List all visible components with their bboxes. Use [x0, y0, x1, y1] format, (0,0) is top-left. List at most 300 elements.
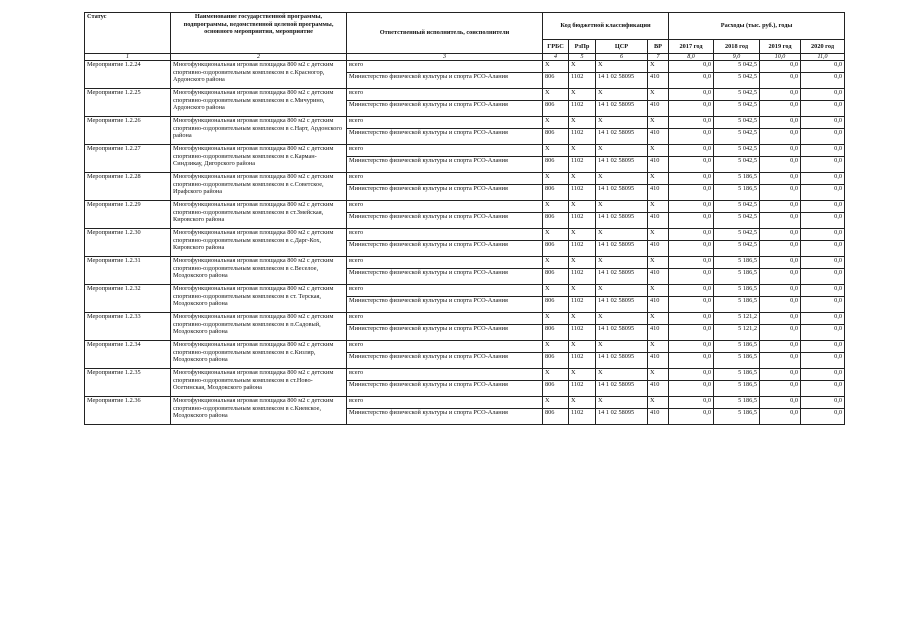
value-2020-cell: 0,0 — [801, 157, 845, 173]
value-2020-cell: 0,0 — [801, 117, 845, 129]
header-2017: 2017 год — [669, 40, 714, 54]
name-cell: Многофункциональная игровая площадка 800 м2 с детским спортивно-оздоровительным комплексом в ст. Терская, Моздокского района — [171, 285, 347, 313]
value-2019-cell: 0,0 — [760, 297, 801, 313]
value-2018-cell: 5 186,5 — [714, 297, 760, 313]
csr-cell: 14 1 02 58095 — [596, 353, 648, 369]
value-2017-cell: 0,0 — [669, 269, 714, 285]
table-row — [85, 285, 845, 297]
grbs-cell: 806 — [543, 73, 569, 89]
vr-cell: X — [648, 61, 669, 73]
rzpr-cell: X — [569, 369, 596, 381]
executor-cell: Министерство физической культуры и спорта РСО-Алания — [347, 157, 543, 173]
value-2020-cell: 0,0 — [801, 285, 845, 297]
executor-cell: Министерство физической культуры и спорта РСО-Алания — [347, 73, 543, 89]
vr-cell: 410 — [648, 297, 669, 313]
value-2018-cell: 5 042,5 — [714, 201, 760, 213]
value-2017-cell: 0,0 — [669, 353, 714, 369]
table-row — [85, 173, 845, 185]
value-2018-cell: 5 186,5 — [714, 341, 760, 353]
value-2020-cell: 0,0 — [801, 353, 845, 369]
executor-cell: Министерство физической культуры и спорта РСО-Алания — [347, 409, 543, 425]
grbs-cell: 806 — [543, 213, 569, 229]
csr-cell: 14 1 02 58095 — [596, 269, 648, 285]
value-2020-cell: 0,0 — [801, 229, 845, 241]
header-name: Наименование государственной программы, подпрограммы, ведомственной целевой программы, основного мероприятия, мероприятие — [171, 13, 347, 54]
value-2018-cell: 5 186,5 — [714, 269, 760, 285]
total-cell: всего — [347, 61, 543, 73]
grbs-cell: 806 — [543, 297, 569, 313]
name-cell: Многофункциональная игровая площадка 800 м2 с детским спортивно-оздоровительным комплексом в с.Кизляр, Моздокского района — [171, 341, 347, 369]
column-number: 11,0 — [801, 54, 845, 61]
rzpr-cell: 1102 — [569, 157, 596, 173]
rzpr-cell: X — [569, 173, 596, 185]
status-cell: Мероприятие 1.2.28 — [85, 173, 171, 201]
grbs-cell: X — [543, 229, 569, 241]
vr-cell: 410 — [648, 269, 669, 285]
total-cell: всего — [347, 257, 543, 269]
header-csr: ЦСР — [596, 40, 648, 54]
value-2017-cell: 0,0 — [669, 369, 714, 381]
value-2018-cell: 5 121,2 — [714, 313, 760, 325]
name-cell: Многофункциональная игровая площадка 800 м2 с детским спортивно-оздоровительным комплексом в с.Карман-Синдзикау, Дигорского района — [171, 145, 347, 173]
header-2020: 2020 год — [801, 40, 845, 54]
csr-cell: 14 1 02 58095 — [596, 73, 648, 89]
header-executor: Ответственный исполнитель, соисполнители — [347, 13, 543, 54]
value-2017-cell: 0,0 — [669, 397, 714, 409]
grbs-cell: X — [543, 257, 569, 269]
rzpr-cell: 1102 — [569, 73, 596, 89]
total-cell: всего — [347, 89, 543, 101]
header-2018: 2018 год — [714, 40, 760, 54]
executor-cell: Министерство физической культуры и спорта РСО-Алания — [347, 185, 543, 201]
table-row — [85, 117, 845, 129]
csr-cell: X — [596, 201, 648, 213]
rzpr-cell: 1102 — [569, 325, 596, 341]
rzpr-cell: X — [569, 61, 596, 73]
vr-cell: 410 — [648, 73, 669, 89]
grbs-cell: 806 — [543, 185, 569, 201]
value-2020-cell: 0,0 — [801, 213, 845, 229]
value-2019-cell: 0,0 — [760, 285, 801, 297]
grbs-cell: X — [543, 285, 569, 297]
value-2019-cell: 0,0 — [760, 381, 801, 397]
table-row — [85, 229, 845, 241]
value-2017-cell: 0,0 — [669, 101, 714, 117]
value-2019-cell: 0,0 — [760, 101, 801, 117]
value-2019-cell: 0,0 — [760, 117, 801, 129]
column-number: 8,0 — [669, 54, 714, 61]
vr-cell: X — [648, 369, 669, 381]
value-2017-cell: 0,0 — [669, 73, 714, 89]
value-2018-cell: 5 186,5 — [714, 409, 760, 425]
value-2020-cell: 0,0 — [801, 409, 845, 425]
name-cell: Многофункциональная игровая площадка 800 м2 с детским спортивно-оздоровительным комплексом в с.Красногор, Ардонского района — [171, 61, 347, 89]
vr-cell: 410 — [648, 129, 669, 145]
csr-cell: X — [596, 145, 648, 157]
total-cell: всего — [347, 173, 543, 185]
name-cell: Многофункциональная игровая площадка 800 м2 с детским спортивно-оздоровительным комплексом в с.Веселое, Моздокского района — [171, 257, 347, 285]
status-cell: Мероприятие 1.2.25 — [85, 89, 171, 117]
value-2018-cell: 5 186,5 — [714, 369, 760, 381]
csr-cell: 14 1 02 58095 — [596, 129, 648, 145]
rzpr-cell: X — [569, 117, 596, 129]
value-2017-cell: 0,0 — [669, 201, 714, 213]
value-2019-cell: 0,0 — [760, 61, 801, 73]
value-2018-cell: 5 042,5 — [714, 145, 760, 157]
column-numbers-row — [85, 54, 845, 61]
table-row — [85, 397, 845, 409]
value-2019-cell: 0,0 — [760, 213, 801, 229]
vr-cell: 410 — [648, 213, 669, 229]
status-cell: Мероприятие 1.2.26 — [85, 117, 171, 145]
header-status: Статус — [85, 13, 171, 54]
value-2020-cell: 0,0 — [801, 325, 845, 341]
status-cell: Мероприятие 1.2.33 — [85, 313, 171, 341]
rzpr-cell: X — [569, 257, 596, 269]
column-number: 3 — [347, 54, 543, 61]
csr-cell: X — [596, 257, 648, 269]
total-cell: всего — [347, 369, 543, 381]
value-2020-cell: 0,0 — [801, 369, 845, 381]
value-2018-cell: 5 042,5 — [714, 61, 760, 73]
value-2018-cell: 5 186,5 — [714, 173, 760, 185]
grbs-cell: 806 — [543, 241, 569, 257]
column-number: 4 — [543, 54, 569, 61]
csr-cell: 14 1 02 58095 — [596, 101, 648, 117]
value-2019-cell: 0,0 — [760, 409, 801, 425]
table-row — [85, 61, 845, 73]
grbs-cell: 806 — [543, 269, 569, 285]
vr-cell: 410 — [648, 101, 669, 117]
csr-cell: 14 1 02 58095 — [596, 213, 648, 229]
name-cell: Многофункциональная игровая площадка 800 м2 с детским спортивно-оздоровительным комплексом в с.Мичурино, Ардонского района — [171, 89, 347, 117]
value-2018-cell: 5 042,5 — [714, 101, 760, 117]
column-number: 7 — [648, 54, 669, 61]
table-row — [85, 257, 845, 269]
budget-table — [84, 12, 845, 425]
vr-cell: X — [648, 145, 669, 157]
status-cell: Мероприятие 1.2.29 — [85, 201, 171, 229]
grbs-cell: X — [543, 313, 569, 325]
status-cell: Мероприятие 1.2.34 — [85, 341, 171, 369]
value-2018-cell: 5 186,5 — [714, 397, 760, 409]
rzpr-cell: 1102 — [569, 353, 596, 369]
value-2020-cell: 0,0 — [801, 145, 845, 157]
grbs-cell: 806 — [543, 409, 569, 425]
csr-cell: 14 1 02 58095 — [596, 297, 648, 313]
value-2019-cell: 0,0 — [760, 325, 801, 341]
vr-cell: 410 — [648, 381, 669, 397]
value-2017-cell: 0,0 — [669, 241, 714, 257]
value-2017-cell: 0,0 — [669, 173, 714, 185]
value-2017-cell: 0,0 — [669, 285, 714, 297]
header-grbs: ГРБС — [543, 40, 569, 54]
column-number: 6 — [596, 54, 648, 61]
value-2018-cell: 5 121,2 — [714, 325, 760, 341]
value-2020-cell: 0,0 — [801, 173, 845, 185]
header-budget-code: Код бюджетной классификации — [543, 13, 669, 40]
status-cell: Мероприятие 1.2.30 — [85, 229, 171, 257]
executor-cell: Министерство физической культуры и спорта РСО-Алания — [347, 101, 543, 117]
table-body — [85, 61, 845, 425]
rzpr-cell: 1102 — [569, 381, 596, 397]
value-2020-cell: 0,0 — [801, 241, 845, 257]
value-2019-cell: 0,0 — [760, 157, 801, 173]
executor-cell: Министерство физической культуры и спорта РСО-Алания — [347, 241, 543, 257]
vr-cell: 410 — [648, 241, 669, 257]
value-2019-cell: 0,0 — [760, 257, 801, 269]
column-number: 5 — [569, 54, 596, 61]
vr-cell: X — [648, 229, 669, 241]
value-2019-cell: 0,0 — [760, 201, 801, 213]
value-2017-cell: 0,0 — [669, 313, 714, 325]
value-2020-cell: 0,0 — [801, 381, 845, 397]
value-2018-cell: 5 186,5 — [714, 381, 760, 397]
rzpr-cell: 1102 — [569, 129, 596, 145]
rzpr-cell: X — [569, 397, 596, 409]
value-2019-cell: 0,0 — [760, 397, 801, 409]
status-cell: Мероприятие 1.2.31 — [85, 257, 171, 285]
executor-cell: Министерство физической культуры и спорта РСО-Алания — [347, 381, 543, 397]
value-2019-cell: 0,0 — [760, 369, 801, 381]
vr-cell: 410 — [648, 185, 669, 201]
csr-cell: X — [596, 313, 648, 325]
grbs-cell: 806 — [543, 101, 569, 117]
csr-cell: X — [596, 89, 648, 101]
grbs-cell: 806 — [543, 157, 569, 173]
value-2018-cell: 5 042,5 — [714, 213, 760, 229]
grbs-cell: X — [543, 61, 569, 73]
vr-cell: X — [648, 341, 669, 353]
table-row — [85, 313, 845, 325]
value-2020-cell: 0,0 — [801, 341, 845, 353]
value-2020-cell: 0,0 — [801, 89, 845, 101]
csr-cell: X — [596, 229, 648, 241]
value-2018-cell: 5 042,5 — [714, 129, 760, 145]
grbs-cell: 806 — [543, 381, 569, 397]
value-2017-cell: 0,0 — [669, 157, 714, 173]
vr-cell: 410 — [648, 353, 669, 369]
name-cell: Многофункциональная игровая площадка 800 м2 с детским спортивно-оздоровительным комплексом в ст.Змейская, Кировского района — [171, 201, 347, 229]
value-2017-cell: 0,0 — [669, 229, 714, 241]
executor-cell: Министерство физической культуры и спорта РСО-Алания — [347, 269, 543, 285]
table-row — [85, 201, 845, 213]
value-2017-cell: 0,0 — [669, 185, 714, 201]
grbs-cell: X — [543, 201, 569, 213]
value-2018-cell: 5 186,5 — [714, 353, 760, 369]
value-2020-cell: 0,0 — [801, 61, 845, 73]
header-rzpr: РзПр — [569, 40, 596, 54]
value-2020-cell: 0,0 — [801, 201, 845, 213]
grbs-cell: X — [543, 397, 569, 409]
csr-cell: X — [596, 117, 648, 129]
value-2018-cell: 5 042,5 — [714, 89, 760, 101]
name-cell: Многофункциональная игровая площадка 800 м2 с детским спортивно-оздоровительным комплексом в с.Нарт, Ардонского района — [171, 117, 347, 145]
rzpr-cell: X — [569, 341, 596, 353]
csr-cell: X — [596, 341, 648, 353]
total-cell: всего — [347, 341, 543, 353]
value-2019-cell: 0,0 — [760, 185, 801, 201]
value-2017-cell: 0,0 — [669, 129, 714, 145]
grbs-cell: X — [543, 89, 569, 101]
rzpr-cell: 1102 — [569, 185, 596, 201]
executor-cell: Министерство физической культуры и спорта РСО-Алания — [347, 325, 543, 341]
value-2017-cell: 0,0 — [669, 409, 714, 425]
table-row — [85, 145, 845, 157]
value-2020-cell: 0,0 — [801, 313, 845, 325]
value-2019-cell: 0,0 — [760, 313, 801, 325]
executor-cell: Министерство физической культуры и спорта РСО-Алания — [347, 297, 543, 313]
csr-cell: X — [596, 173, 648, 185]
csr-cell: X — [596, 369, 648, 381]
rzpr-cell: X — [569, 313, 596, 325]
value-2019-cell: 0,0 — [760, 353, 801, 369]
value-2019-cell: 0,0 — [760, 341, 801, 353]
value-2017-cell: 0,0 — [669, 89, 714, 101]
grbs-cell: X — [543, 369, 569, 381]
table-row — [85, 341, 845, 353]
rzpr-cell: 1102 — [569, 241, 596, 257]
vr-cell: X — [648, 173, 669, 185]
total-cell: всего — [347, 285, 543, 297]
status-cell: Мероприятие 1.2.36 — [85, 397, 171, 425]
rzpr-cell: 1102 — [569, 297, 596, 313]
csr-cell: 14 1 02 58095 — [596, 185, 648, 201]
value-2019-cell: 0,0 — [760, 73, 801, 89]
grbs-cell: 806 — [543, 353, 569, 369]
value-2020-cell: 0,0 — [801, 269, 845, 285]
grbs-cell: X — [543, 117, 569, 129]
status-cell: Мероприятие 1.2.24 — [85, 61, 171, 89]
value-2020-cell: 0,0 — [801, 101, 845, 117]
rzpr-cell: 1102 — [569, 269, 596, 285]
vr-cell: X — [648, 397, 669, 409]
value-2018-cell: 5 042,5 — [714, 241, 760, 257]
value-2017-cell: 0,0 — [669, 61, 714, 73]
status-cell: Мероприятие 1.2.32 — [85, 285, 171, 313]
csr-cell: 14 1 02 58095 — [596, 241, 648, 257]
executor-cell: Министерство физической культуры и спорта РСО-Алания — [347, 353, 543, 369]
grbs-cell: 806 — [543, 325, 569, 341]
value-2018-cell: 5 186,5 — [714, 185, 760, 201]
table-row — [85, 89, 845, 101]
csr-cell: X — [596, 61, 648, 73]
rzpr-cell: X — [569, 145, 596, 157]
csr-cell: 14 1 02 58095 — [596, 409, 648, 425]
grbs-cell: X — [543, 173, 569, 185]
total-cell: всего — [347, 313, 543, 325]
value-2019-cell: 0,0 — [760, 129, 801, 145]
value-2019-cell: 0,0 — [760, 145, 801, 157]
value-2018-cell: 5 042,5 — [714, 157, 760, 173]
name-cell: Многофункциональная игровая площадка 800 м2 с детским спортивно-оздоровительным комплексом в с.Дарг-Кох, Кировского района — [171, 229, 347, 257]
total-cell: всего — [347, 117, 543, 129]
csr-cell: 14 1 02 58095 — [596, 157, 648, 173]
value-2017-cell: 0,0 — [669, 297, 714, 313]
csr-cell: X — [596, 285, 648, 297]
total-cell: всего — [347, 397, 543, 409]
value-2017-cell: 0,0 — [669, 213, 714, 229]
value-2020-cell: 0,0 — [801, 185, 845, 201]
column-number: 10,0 — [760, 54, 801, 61]
value-2019-cell: 0,0 — [760, 229, 801, 241]
header-expenses: Расходы (тыс. руб.), годы — [669, 13, 845, 40]
rzpr-cell: 1102 — [569, 409, 596, 425]
vr-cell: X — [648, 89, 669, 101]
value-2017-cell: 0,0 — [669, 381, 714, 397]
rzpr-cell: 1102 — [569, 213, 596, 229]
total-cell: всего — [347, 145, 543, 157]
column-number: 2 — [171, 54, 347, 61]
csr-cell: 14 1 02 58095 — [596, 381, 648, 397]
column-number: 9,0 — [714, 54, 760, 61]
vr-cell: 410 — [648, 325, 669, 341]
rzpr-cell: 1102 — [569, 101, 596, 117]
value-2017-cell: 0,0 — [669, 341, 714, 353]
table-row — [85, 369, 845, 381]
header-2019: 2019 год — [760, 40, 801, 54]
vr-cell: X — [648, 117, 669, 129]
value-2020-cell: 0,0 — [801, 397, 845, 409]
value-2017-cell: 0,0 — [669, 117, 714, 129]
vr-cell: 410 — [648, 409, 669, 425]
vr-cell: 410 — [648, 157, 669, 173]
value-2019-cell: 0,0 — [760, 241, 801, 257]
vr-cell: X — [648, 313, 669, 325]
header-vr: ВР — [648, 40, 669, 54]
value-2018-cell: 5 042,5 — [714, 117, 760, 129]
status-cell: Мероприятие 1.2.35 — [85, 369, 171, 397]
value-2019-cell: 0,0 — [760, 269, 801, 285]
vr-cell: X — [648, 285, 669, 297]
grbs-cell: X — [543, 145, 569, 157]
value-2017-cell: 0,0 — [669, 145, 714, 157]
value-2019-cell: 0,0 — [760, 173, 801, 185]
value-2018-cell: 5 042,5 — [714, 73, 760, 89]
total-cell: всего — [347, 229, 543, 241]
rzpr-cell: X — [569, 285, 596, 297]
grbs-cell: X — [543, 341, 569, 353]
value-2020-cell: 0,0 — [801, 257, 845, 269]
name-cell: Многофункциональная игровая площадка 800 м2 с детским спортивно-оздоровительным комплексом в ст.Ново-Осетинская, Моздокского района — [171, 369, 347, 397]
executor-cell: Министерство физической культуры и спорта РСО-Алания — [347, 213, 543, 229]
total-cell: всего — [347, 201, 543, 213]
grbs-cell: 806 — [543, 129, 569, 145]
value-2020-cell: 0,0 — [801, 129, 845, 145]
value-2018-cell: 5 186,5 — [714, 257, 760, 269]
vr-cell: X — [648, 201, 669, 213]
executor-cell: Министерство физической культуры и спорта РСО-Алания — [347, 129, 543, 145]
value-2019-cell: 0,0 — [760, 89, 801, 101]
value-2017-cell: 0,0 — [669, 325, 714, 341]
rzpr-cell: X — [569, 89, 596, 101]
rzpr-cell: X — [569, 201, 596, 213]
name-cell: Многофункциональная игровая площадка 800 м2 с детским спортивно-оздоровительным комплексом в с.Киевское, Моздокского района — [171, 397, 347, 425]
csr-cell: X — [596, 397, 648, 409]
name-cell: Многофункциональная игровая площадка 800 м2 с детским спортивно-оздоровительным комплексом в п.Садовый, Моздокского района — [171, 313, 347, 341]
rzpr-cell: X — [569, 229, 596, 241]
status-cell: Мероприятие 1.2.27 — [85, 145, 171, 173]
value-2020-cell: 0,0 — [801, 73, 845, 89]
value-2018-cell: 5 042,5 — [714, 229, 760, 241]
csr-cell: 14 1 02 58095 — [596, 325, 648, 341]
name-cell: Многофункциональная игровая площадка 800 м2 с детским спортивно-оздоровительным комплексом в с.Советское, Ирафского района — [171, 173, 347, 201]
column-number: 1 — [85, 54, 171, 61]
value-2018-cell: 5 186,5 — [714, 285, 760, 297]
value-2020-cell: 0,0 — [801, 297, 845, 313]
vr-cell: X — [648, 257, 669, 269]
value-2017-cell: 0,0 — [669, 257, 714, 269]
